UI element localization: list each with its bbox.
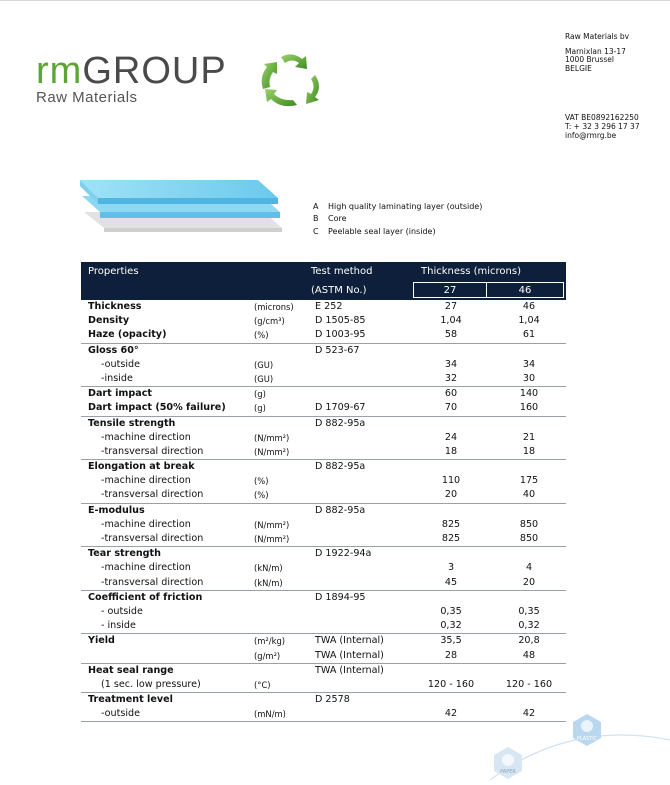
property-name: - outside — [101, 605, 143, 617]
email-address: info@rmrg.be — [565, 130, 617, 140]
property-name: -outside — [101, 708, 141, 720]
film-layers-diagram — [78, 178, 284, 240]
property-name: Treatment level — [88, 694, 173, 706]
unit: (%) — [254, 330, 269, 341]
logo-subtitle: Raw Materials — [36, 89, 138, 106]
property-name: E-modulus — [88, 504, 145, 516]
value-27-microns: 120 - 160 — [427, 678, 475, 690]
table-row — [81, 619, 566, 633]
value-27-microns: 60 — [444, 388, 458, 400]
value-46-microns: 34 — [522, 358, 536, 370]
layer-a-edge — [98, 198, 278, 204]
property-name: Tear strength — [88, 548, 161, 560]
value-46-microns: 0,35 — [518, 605, 540, 617]
property-name: -machine direction — [101, 562, 191, 574]
logo-wordmark — [36, 52, 227, 90]
table-body — [81, 300, 566, 722]
value-46-microns: 42 — [522, 708, 536, 720]
address-line: BELGIE — [565, 63, 592, 73]
value-27-microns: 18 — [444, 445, 458, 457]
property-name: Yield — [88, 635, 115, 647]
vat-number: VAT BE0892162250 — [565, 113, 639, 123]
address-line: Marnixlan 13-17 — [565, 46, 626, 56]
test-method: D 1922-94a — [315, 548, 372, 560]
value-46-microns: 18 — [522, 445, 536, 457]
paper-badge-label: PAPER — [500, 769, 516, 775]
header-col-27: 27 — [413, 282, 487, 298]
address-line: 1000 Brussel — [565, 55, 614, 65]
unit: (GU) — [254, 373, 274, 384]
property-name: -inside — [101, 372, 133, 384]
property-name: -transversal direction — [101, 445, 204, 457]
value-27-microns: 825 — [441, 518, 461, 530]
value-46-microns: 20,8 — [518, 635, 540, 647]
table-row — [81, 401, 566, 415]
properties-table — [81, 262, 566, 722]
test-method: D 882-95a — [315, 417, 366, 429]
property-name: -machine direction — [101, 475, 191, 487]
table-row — [81, 504, 566, 518]
value-46-microns: 61 — [522, 329, 536, 341]
property-name: - inside — [101, 620, 136, 632]
table-row — [81, 460, 566, 474]
value-46-microns: 120 - 160 — [505, 678, 553, 690]
unit: (kN/m) — [254, 577, 283, 588]
table-row — [81, 372, 566, 386]
address-line: Raw Materials bv — [565, 32, 630, 41]
test-method: D 882-95a — [315, 461, 366, 473]
property-name: Haze (opacity) — [88, 329, 167, 341]
value-27-microns: 32 — [444, 372, 458, 384]
value-27-microns: 70 — [444, 402, 458, 414]
value-27-microns: 0,35 — [440, 605, 462, 617]
logo-group: GROUP — [82, 50, 227, 92]
table-row — [81, 532, 566, 546]
table-row — [81, 561, 566, 575]
layer-b-edge — [100, 212, 280, 218]
value-46-microns: 48 — [522, 649, 536, 661]
unit: (mN/m) — [254, 709, 286, 720]
value-27-microns: 110 — [441, 475, 461, 487]
test-method: D 1894-95 — [315, 591, 366, 603]
table-row — [81, 328, 566, 342]
unit: (N/mm²) — [254, 534, 290, 544]
property-name: Dart impact (50% failure) — [88, 402, 226, 414]
unit: (g/m²) — [254, 650, 281, 661]
property-name: Density — [88, 315, 130, 327]
value-27-microns: 34 — [444, 358, 458, 370]
phone-number: T: + 32 3 296 17 37 — [565, 121, 640, 131]
table-header — [81, 262, 566, 300]
table-row — [81, 344, 566, 358]
unit: (GU) — [254, 359, 274, 370]
unit: (g/cm³) — [254, 316, 285, 327]
property-name: -transversal direction — [101, 576, 204, 588]
unit: (%) — [254, 476, 269, 487]
value-46-microns: 0,32 — [518, 620, 540, 632]
layer-a — [80, 180, 278, 198]
legend-item: B Core — [313, 214, 347, 224]
unit: (m²/kg) — [254, 636, 286, 647]
test-method: D 882-95a — [315, 504, 366, 516]
legend-item: A High quality laminating layer (outside) — [313, 202, 483, 211]
table-row — [81, 576, 566, 590]
unit: (kN/m) — [254, 563, 283, 574]
property-name: (1 sec. low pressure) — [101, 678, 201, 690]
property-name: Tensile strength — [88, 417, 176, 429]
table-row — [81, 547, 566, 561]
table-row — [81, 664, 566, 678]
property-name: Elongation at break — [88, 461, 195, 473]
test-method: TWA (Internal) — [315, 635, 384, 647]
table-row — [81, 605, 566, 619]
unit: (microns) — [254, 302, 294, 312]
value-46-microns: 160 — [519, 402, 539, 414]
table-row — [81, 488, 566, 502]
test-method: D 523-67 — [315, 344, 360, 356]
unit: (N/mm²) — [254, 446, 290, 457]
table-row — [81, 358, 566, 372]
table-row — [81, 314, 566, 328]
header-properties: Properties — [88, 266, 139, 277]
property-name: -outside — [101, 358, 141, 370]
value-46-microns: 30 — [522, 372, 536, 384]
unit: (g) — [254, 389, 266, 400]
unit: (g) — [254, 403, 266, 414]
value-46-microns: 175 — [519, 475, 539, 487]
logo-rm: rm — [36, 50, 83, 92]
header-astm: (ASTM No.) — [311, 285, 367, 296]
recycling-badges — [470, 700, 670, 785]
value-27-microns: 45 — [444, 576, 458, 588]
property-name: Coefficient of friction — [88, 591, 203, 603]
table-row — [81, 518, 566, 532]
header-col-46: 46 — [486, 282, 564, 298]
top-rule — [0, 0, 670, 1]
plastic-badge-label: PLASTIC — [576, 736, 598, 742]
company-address — [565, 33, 640, 140]
unit: (°C) — [254, 679, 271, 690]
layer-c-edge — [104, 228, 282, 232]
property-name: -machine direction — [101, 518, 191, 530]
value-27-microns: 1,04 — [440, 315, 462, 327]
table-row — [81, 431, 566, 445]
value-27-microns: 20 — [444, 489, 458, 501]
property-name: Gloss 60° — [88, 344, 139, 356]
value-27-microns: 28 — [444, 649, 458, 661]
value-27-microns: 3 — [447, 562, 455, 574]
table-row — [81, 445, 566, 459]
property-name: -machine direction — [101, 431, 191, 443]
unit: (%) — [254, 490, 269, 501]
header-thickness: Thickness (microns) — [421, 266, 521, 277]
property-name: -transversal direction — [101, 489, 204, 501]
value-46-microns: 4 — [525, 562, 533, 574]
value-27-microns: 58 — [444, 329, 458, 341]
test-method: TWA (Internal) — [315, 664, 384, 676]
value-27-microns: 0,32 — [440, 620, 462, 632]
table-row — [81, 300, 566, 314]
test-method: D 2578 — [315, 694, 350, 706]
test-method: TWA (Internal) — [315, 649, 384, 661]
property-name: -transversal direction — [101, 533, 204, 544]
unit: (N/mm²) — [254, 519, 290, 530]
header-test-method: Test method — [311, 266, 373, 277]
layers-legend — [313, 201, 482, 238]
property-name: Dart impact — [88, 388, 152, 400]
value-27-microns: 24 — [444, 431, 458, 443]
property-name: Thickness — [88, 301, 142, 312]
table-row — [81, 591, 566, 605]
value-46-microns: 40 — [522, 489, 536, 501]
value-46-microns: 850 — [519, 533, 539, 544]
company-logo — [36, 52, 227, 106]
value-27-microns: 825 — [441, 533, 461, 544]
test-method: D 1003-95 — [315, 329, 366, 341]
value-46-microns: 21 — [522, 431, 536, 443]
test-method: D 1505-85 — [315, 315, 366, 327]
unit: (N/mm²) — [254, 432, 290, 443]
property-name: Heat seal range — [88, 664, 174, 676]
value-46-microns: 46 — [522, 301, 536, 312]
table-row — [81, 634, 566, 648]
table-row — [81, 649, 566, 663]
value-46-microns: 850 — [519, 518, 539, 530]
value-46-microns: 140 — [519, 388, 539, 400]
value-27-microns: 27 — [444, 301, 458, 312]
test-method: E 252 — [315, 301, 343, 312]
table-row — [81, 387, 566, 401]
table-row — [81, 678, 566, 692]
table-row — [81, 474, 566, 488]
value-46-microns: 1,04 — [518, 315, 540, 327]
value-27-microns: 35,5 — [440, 635, 462, 647]
test-method: D 1709-67 — [315, 402, 366, 414]
plastic-badge — [573, 714, 601, 746]
legend-item: C Peelable seal layer (inside) — [313, 226, 436, 236]
table-row — [81, 417, 566, 431]
recycle-icon — [257, 51, 327, 111]
value-46-microns: 20 — [522, 576, 536, 588]
value-27-microns: 42 — [444, 708, 458, 720]
